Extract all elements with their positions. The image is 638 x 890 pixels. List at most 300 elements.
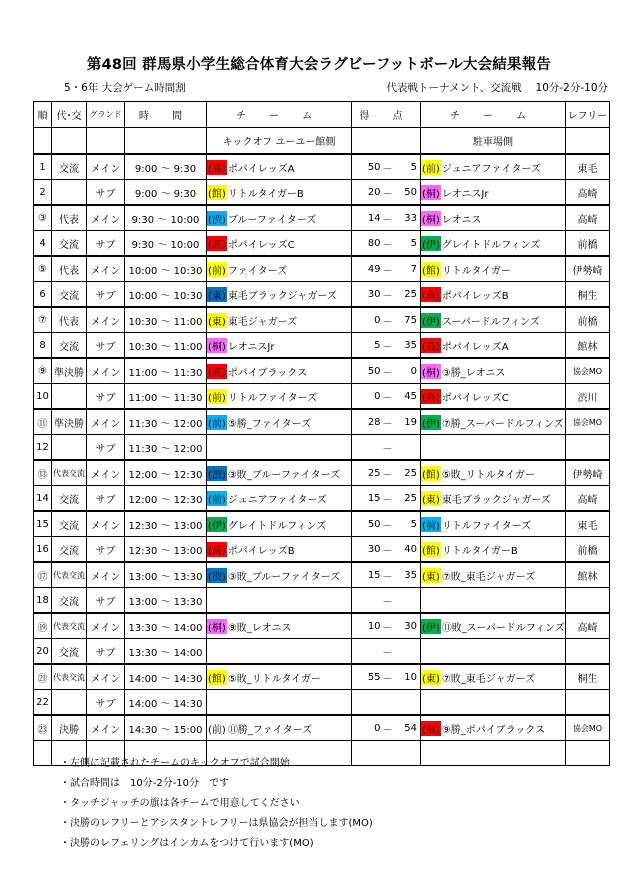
match-time: 14:00 ～ 14:30 — [125, 664, 207, 690]
score-cell — [352, 231, 421, 257]
match-time: 10:30 ～ 11:00 — [125, 333, 207, 359]
ground: サブ — [87, 435, 125, 461]
left-team-cell — [207, 613, 352, 639]
left-team-name: ブルーファイターズ — [227, 214, 317, 226]
right-team-badge: (高) — [421, 338, 441, 353]
right-team-cell — [421, 741, 566, 766]
ground: メイン — [87, 460, 125, 486]
match-type: 決勝 — [52, 715, 87, 741]
left-team-badge: (渋) — [207, 211, 227, 226]
right-team-badge: (伊) — [421, 236, 441, 251]
score-dash: － — [382, 290, 393, 302]
left-team-name: ⑤敗_リトルタイガー — [227, 673, 321, 685]
ground: メイン — [87, 205, 125, 231]
left-team-badge: (渋) — [207, 568, 227, 583]
left-team-cell — [207, 154, 352, 180]
right-team-badge: (伊) — [421, 313, 441, 328]
match-no: 16 — [34, 537, 52, 563]
header-time: 時 間 — [125, 102, 207, 128]
match-type: 準決勝 — [52, 358, 87, 384]
match-time: 10:30 ～ 11:00 — [125, 307, 207, 333]
left-team-badge: (前) — [208, 724, 226, 736]
match-no: 6 — [34, 282, 52, 308]
left-team-name: ポパイブラックス — [227, 367, 308, 379]
right-team-badge: (館) — [421, 466, 441, 481]
referee: 館林 — [566, 562, 610, 588]
left-score — [352, 639, 381, 663]
match-no: 8 — [34, 333, 52, 359]
match-time: 11:00 ～ 11:30 — [125, 384, 207, 410]
header-team-right: チ ー ム — [421, 102, 566, 128]
right-team-badge: (高) — [421, 721, 441, 736]
right-score: 75 — [404, 314, 417, 326]
left-team-badge: (渋) — [207, 466, 227, 481]
left-team-badge: (前) — [207, 262, 227, 277]
table-row — [34, 511, 610, 537]
score-cell — [352, 384, 421, 410]
right-team-cell — [421, 664, 566, 690]
schedule-table — [33, 101, 610, 766]
right-team-cell — [421, 511, 566, 537]
score-cell — [352, 486, 421, 512]
left-team-name: リトルタイガーB — [227, 188, 304, 200]
left-score: 0 — [374, 722, 381, 734]
match-type: 代表交流 — [52, 664, 87, 690]
match-no: 22 — [34, 690, 52, 716]
right-score: 25 — [404, 467, 417, 479]
subheader-left: キックオフ ユーユー館側 — [207, 128, 352, 155]
right-score — [394, 690, 420, 714]
score-dash: － — [382, 367, 393, 379]
match-type — [52, 690, 87, 716]
score-cell — [352, 537, 421, 563]
ground: サブ — [87, 588, 125, 614]
match-type: 代表交流 — [52, 460, 87, 486]
table-row — [34, 307, 610, 333]
match-no: 1 — [34, 154, 52, 180]
match-type — [52, 384, 87, 410]
table-row — [34, 333, 610, 359]
match-type — [52, 180, 87, 206]
right-team-badge: (東) — [421, 670, 441, 685]
right-team-cell — [421, 333, 566, 359]
note-line: ・左側に記載されたチームのキックオフで試合開始 — [60, 758, 290, 769]
ground: メイン — [87, 358, 125, 384]
left-team-cell — [207, 562, 352, 588]
right-score: 5 — [410, 518, 417, 530]
ground: メイン — [87, 613, 125, 639]
left-team-name: ③敗_ブルーファイターズ — [227, 571, 341, 583]
table-row — [34, 205, 610, 231]
right-team-name: ⑦敗_東毛ジャガーズ — [441, 673, 536, 685]
table-row — [34, 358, 610, 384]
score-dash: － — [382, 316, 393, 328]
left-score: 15 — [367, 492, 381, 504]
match-time: 11:00 ～ 11:30 — [125, 358, 207, 384]
left-team-badge: (東) — [207, 313, 227, 328]
right-team-name: 東毛ブラックジャガーズ — [441, 494, 551, 506]
referee: 桐生 — [566, 664, 610, 690]
ground: サブ — [87, 282, 125, 308]
match-no: 20 — [34, 639, 52, 665]
right-team-badge: (東) — [421, 491, 441, 506]
ground: サブ — [87, 486, 125, 512]
header-team-left: チ ー ム — [207, 102, 352, 128]
left-team-cell — [207, 486, 352, 512]
right-team-name: スーパードルフィンズ — [441, 316, 540, 328]
subtitle-right: 代表戦トーナメント、交流戦 10分-2分-10分 — [386, 82, 608, 94]
right-score — [394, 435, 420, 459]
left-team-name: リトルファイターズ — [227, 392, 318, 404]
referee: 協会MO — [566, 358, 610, 384]
score-dash: － — [382, 520, 393, 532]
left-team-cell — [207, 256, 352, 282]
left-team-badge: (桐) — [207, 619, 227, 634]
referee: 高崎 — [566, 205, 610, 231]
ground: メイン — [87, 256, 125, 282]
left-team-badge: (伊) — [207, 517, 227, 532]
right-team-cell — [421, 384, 566, 410]
right-score: 5 — [410, 237, 417, 249]
header-no: 順 — [34, 102, 52, 128]
left-team-cell — [207, 205, 352, 231]
score-cell — [352, 358, 421, 384]
ground: サブ — [87, 384, 125, 410]
right-team-name: リトルファイターズ — [441, 520, 532, 532]
left-team-cell — [207, 307, 352, 333]
match-type: 準決勝 — [52, 409, 87, 435]
left-team-name: ③敗_ブルーファイターズ — [227, 469, 341, 481]
right-team-badge: (桐) — [421, 211, 441, 226]
right-team-badge: (前) — [421, 160, 441, 175]
right-team-name: ⑪敗_スーパードルフィンズ — [441, 622, 565, 634]
score-dash: － — [382, 443, 393, 455]
left-score: 28 — [367, 416, 381, 428]
right-score: 7 — [410, 263, 417, 275]
right-score — [394, 741, 420, 765]
score-dash: － — [382, 494, 393, 506]
left-score: 14 — [367, 212, 381, 224]
table-row — [34, 715, 610, 741]
score-cell — [352, 205, 421, 231]
match-no: 10 — [34, 384, 52, 410]
table-row — [34, 460, 610, 486]
match-no: 15 — [34, 511, 52, 537]
match-no: 14 — [34, 486, 52, 512]
ground: メイン — [87, 307, 125, 333]
left-team-badge: (高) — [207, 542, 227, 557]
ground: サブ — [87, 333, 125, 359]
right-team-cell — [421, 358, 566, 384]
ground: メイン — [87, 409, 125, 435]
left-team-cell — [207, 358, 352, 384]
match-time: 13:30 ～ 14:00 — [125, 613, 207, 639]
header-ground: グランド — [87, 102, 125, 128]
subheader-row — [34, 128, 610, 155]
left-team-name: ⑤勝_ファイターズ — [227, 418, 312, 430]
score-dash: － — [382, 163, 393, 175]
right-team-name: ⑦勝_スーパードルフィンズ — [441, 418, 564, 430]
right-score: 45 — [404, 390, 417, 402]
right-team-badge: (高) — [421, 287, 441, 302]
left-score: 20 — [367, 186, 381, 198]
match-type: 交流 — [52, 511, 87, 537]
score-dash — [381, 690, 395, 714]
table-row — [34, 613, 610, 639]
right-team-cell — [421, 409, 566, 435]
score-dash: － — [382, 673, 393, 685]
left-score: 15 — [367, 569, 381, 581]
table-row — [34, 562, 610, 588]
score-dash: － — [382, 469, 393, 481]
match-no: 12 — [34, 435, 52, 461]
score-cell — [352, 282, 421, 308]
subtitle-left: 5・6年 大会ゲーム時間割 — [64, 82, 186, 94]
right-team-cell — [421, 639, 566, 665]
referee: 協会MO — [566, 715, 610, 741]
score-cell — [352, 562, 421, 588]
right-team-cell — [421, 205, 566, 231]
right-team-name: ⑤敗_リトルタイガー — [441, 469, 535, 481]
match-no: ⑦ — [34, 307, 52, 333]
match-type: 交流 — [52, 588, 87, 614]
match-time: 12:30 ～ 13:00 — [125, 537, 207, 563]
right-team-cell — [421, 307, 566, 333]
match-no: ㉑ — [34, 664, 52, 690]
ground: メイン — [87, 664, 125, 690]
right-score: 5 — [410, 161, 417, 173]
referee: 高崎 — [566, 486, 610, 512]
match-no: ⑬ — [34, 460, 52, 486]
right-team-cell — [421, 435, 566, 461]
score-dash: － — [382, 724, 393, 736]
score-cell — [352, 715, 421, 741]
left-team-cell — [207, 588, 352, 614]
left-score: 10 — [367, 620, 381, 632]
right-team-name: レオニスJr — [441, 188, 489, 200]
match-time: 12:30 ～ 13:00 — [125, 511, 207, 537]
right-team-cell — [421, 537, 566, 563]
match-type: 交流 — [52, 486, 87, 512]
score-cell — [352, 435, 421, 461]
left-team-name: ファイターズ — [227, 265, 288, 277]
match-no: ⑤ — [34, 256, 52, 282]
score-cell — [352, 154, 421, 180]
match-no: ⑰ — [34, 562, 52, 588]
left-team-badge: (東) — [207, 287, 227, 302]
left-score: 50 — [367, 161, 381, 173]
left-team-name: ポパイレッズB — [227, 545, 295, 557]
score-cell — [352, 180, 421, 206]
score-dash — [381, 741, 395, 765]
referee: 桐生 — [566, 282, 610, 308]
right-team-name: ⑨勝_ポパイブラックス — [441, 724, 546, 736]
ground: メイン — [87, 154, 125, 180]
referee: 東毛 — [566, 511, 610, 537]
left-team-badge: (高) — [207, 160, 227, 175]
right-team-badge: (伊) — [421, 619, 441, 634]
score-cell — [352, 664, 421, 690]
referee: 前橋 — [566, 231, 610, 257]
left-team-badge: (前) — [207, 415, 227, 430]
right-team-name: リトルタイガー — [441, 265, 511, 277]
score-dash: － — [382, 571, 393, 583]
match-time: 13:00 ～ 13:30 — [125, 562, 207, 588]
match-no: 18 — [34, 588, 52, 614]
referee: 前橋 — [566, 307, 610, 333]
header-row — [34, 102, 610, 128]
score-cell — [352, 588, 421, 614]
score-dash: － — [382, 341, 393, 353]
match-type: 代表交流 — [52, 613, 87, 639]
table-row — [34, 690, 610, 716]
match-time: 12:00 ～ 12:30 — [125, 486, 207, 512]
right-team-cell — [421, 231, 566, 257]
score-dash: － — [382, 622, 393, 634]
table-row — [34, 384, 610, 410]
match-type: 代表 — [52, 256, 87, 282]
match-no: ⑨ — [34, 358, 52, 384]
left-score: 0 — [374, 314, 381, 326]
right-team-cell — [421, 180, 566, 206]
ground: サブ — [87, 690, 125, 716]
match-time: 9:00 ～ 9:30 — [125, 180, 207, 206]
score-cell — [352, 256, 421, 282]
ground: サブ — [87, 231, 125, 257]
score-cell — [352, 741, 421, 766]
left-team-cell — [207, 231, 352, 257]
right-team-badge: (東) — [421, 568, 441, 583]
score-cell — [352, 409, 421, 435]
left-team-badge: (桐) — [207, 338, 227, 353]
right-team-name: レオニス — [441, 214, 482, 226]
match-no: 4 — [34, 231, 52, 257]
page-title: 第48回 群馬県小学生総合体育大会ラグビーフットボール大会結果報告 — [86, 57, 552, 73]
left-team-cell — [207, 409, 352, 435]
match-type: 代表 — [52, 307, 87, 333]
left-team-cell — [207, 333, 352, 359]
left-team-cell — [207, 690, 352, 716]
score-cell — [352, 613, 421, 639]
match-time: 13:00 ～ 13:30 — [125, 588, 207, 614]
score-dash: － — [382, 596, 393, 608]
ground: サブ — [87, 537, 125, 563]
left-score: 50 — [367, 365, 381, 377]
table-row — [34, 282, 610, 308]
match-no — [34, 741, 52, 766]
left-team-cell — [207, 511, 352, 537]
score-cell — [352, 639, 421, 665]
right-score: 25 — [404, 288, 417, 300]
score-dash: － — [382, 188, 393, 200]
referee — [566, 435, 610, 461]
match-no: ⑲ — [34, 613, 52, 639]
left-team-name: ジュニアファイターズ — [227, 494, 327, 506]
table-row — [34, 154, 610, 180]
right-team-name: リトルタイガーB — [441, 545, 518, 557]
right-team-name: ジュニアファイターズ — [441, 163, 541, 175]
match-type: 代表交流 — [52, 562, 87, 588]
score-cell — [352, 307, 421, 333]
right-score: 10 — [404, 671, 417, 683]
referee: 館林 — [566, 333, 610, 359]
match-time: 9:30 ～ 10:00 — [125, 231, 207, 257]
match-time: 11:30 ～ 12:00 — [125, 409, 207, 435]
referee: 協会MO — [566, 409, 610, 435]
left-team-badge: (高) — [207, 364, 227, 379]
right-team-name: ③勝_レオニス — [441, 367, 506, 379]
note-line: ・タッチジャッチの旗は各チームで用意してください — [60, 798, 300, 809]
ground: メイン — [87, 511, 125, 537]
left-team-name: グレイトドルフィンズ — [227, 520, 327, 532]
left-team-cell — [207, 384, 352, 410]
match-time: 14:30 ～ 15:00 — [125, 715, 207, 741]
left-team-badge: (前) — [207, 389, 227, 404]
right-team-cell — [421, 460, 566, 486]
score-dash: － — [382, 418, 393, 430]
left-team-cell — [207, 639, 352, 665]
right-team-badge: (高) — [421, 389, 441, 404]
left-team-cell — [207, 180, 352, 206]
left-score: 5 — [374, 339, 381, 351]
match-time: 10:00 ～ 10:30 — [125, 282, 207, 308]
right-team-cell — [421, 282, 566, 308]
note-line: ・決勝のレフェリングはインカムをつけて行います(MO) — [60, 838, 314, 849]
right-score: 25 — [404, 492, 417, 504]
match-time: 10:00 ～ 10:30 — [125, 256, 207, 282]
referee: 伊勢崎 — [566, 256, 610, 282]
right-team-name: ポパイレッズA — [441, 341, 509, 353]
score-dash: － — [382, 392, 393, 404]
match-type: 交流 — [52, 231, 87, 257]
right-score: 30 — [404, 620, 417, 632]
match-time: 11:30 ～ 12:00 — [125, 435, 207, 461]
left-team-cell — [207, 435, 352, 461]
match-time: 9:00 ～ 9:30 — [125, 154, 207, 180]
left-score — [352, 741, 381, 765]
right-score: 40 — [404, 543, 417, 555]
left-team-cell — [207, 715, 352, 741]
right-team-cell — [421, 690, 566, 716]
header-score: 得 点 — [352, 102, 421, 128]
match-type: 交流 — [52, 537, 87, 563]
left-team-name: レオニスJr — [227, 341, 275, 353]
left-team-badge: (前) — [207, 491, 227, 506]
right-score: 19 — [404, 416, 417, 428]
right-team-cell — [421, 562, 566, 588]
right-team-badge: (館) — [421, 262, 441, 277]
table-row — [34, 486, 610, 512]
match-no: ⑪ — [34, 409, 52, 435]
left-team-badge: (館) — [207, 670, 227, 685]
ground: メイン — [87, 562, 125, 588]
referee — [566, 639, 610, 665]
table-row — [34, 409, 610, 435]
left-score — [352, 588, 381, 612]
table-row — [34, 256, 610, 282]
note-line: ・試合時間は 10分-2分-10分 です — [60, 778, 230, 789]
right-team-badge: (館) — [421, 542, 441, 557]
left-score — [352, 435, 381, 459]
left-team-name: ポパイレッズC — [227, 239, 295, 251]
score-cell — [352, 333, 421, 359]
header-type: 代･交 — [52, 102, 87, 128]
match-type: 交流 — [52, 282, 87, 308]
score-dash: － — [382, 265, 393, 277]
score-cell — [352, 690, 421, 716]
right-score — [394, 588, 420, 612]
ground: サブ — [87, 639, 125, 665]
